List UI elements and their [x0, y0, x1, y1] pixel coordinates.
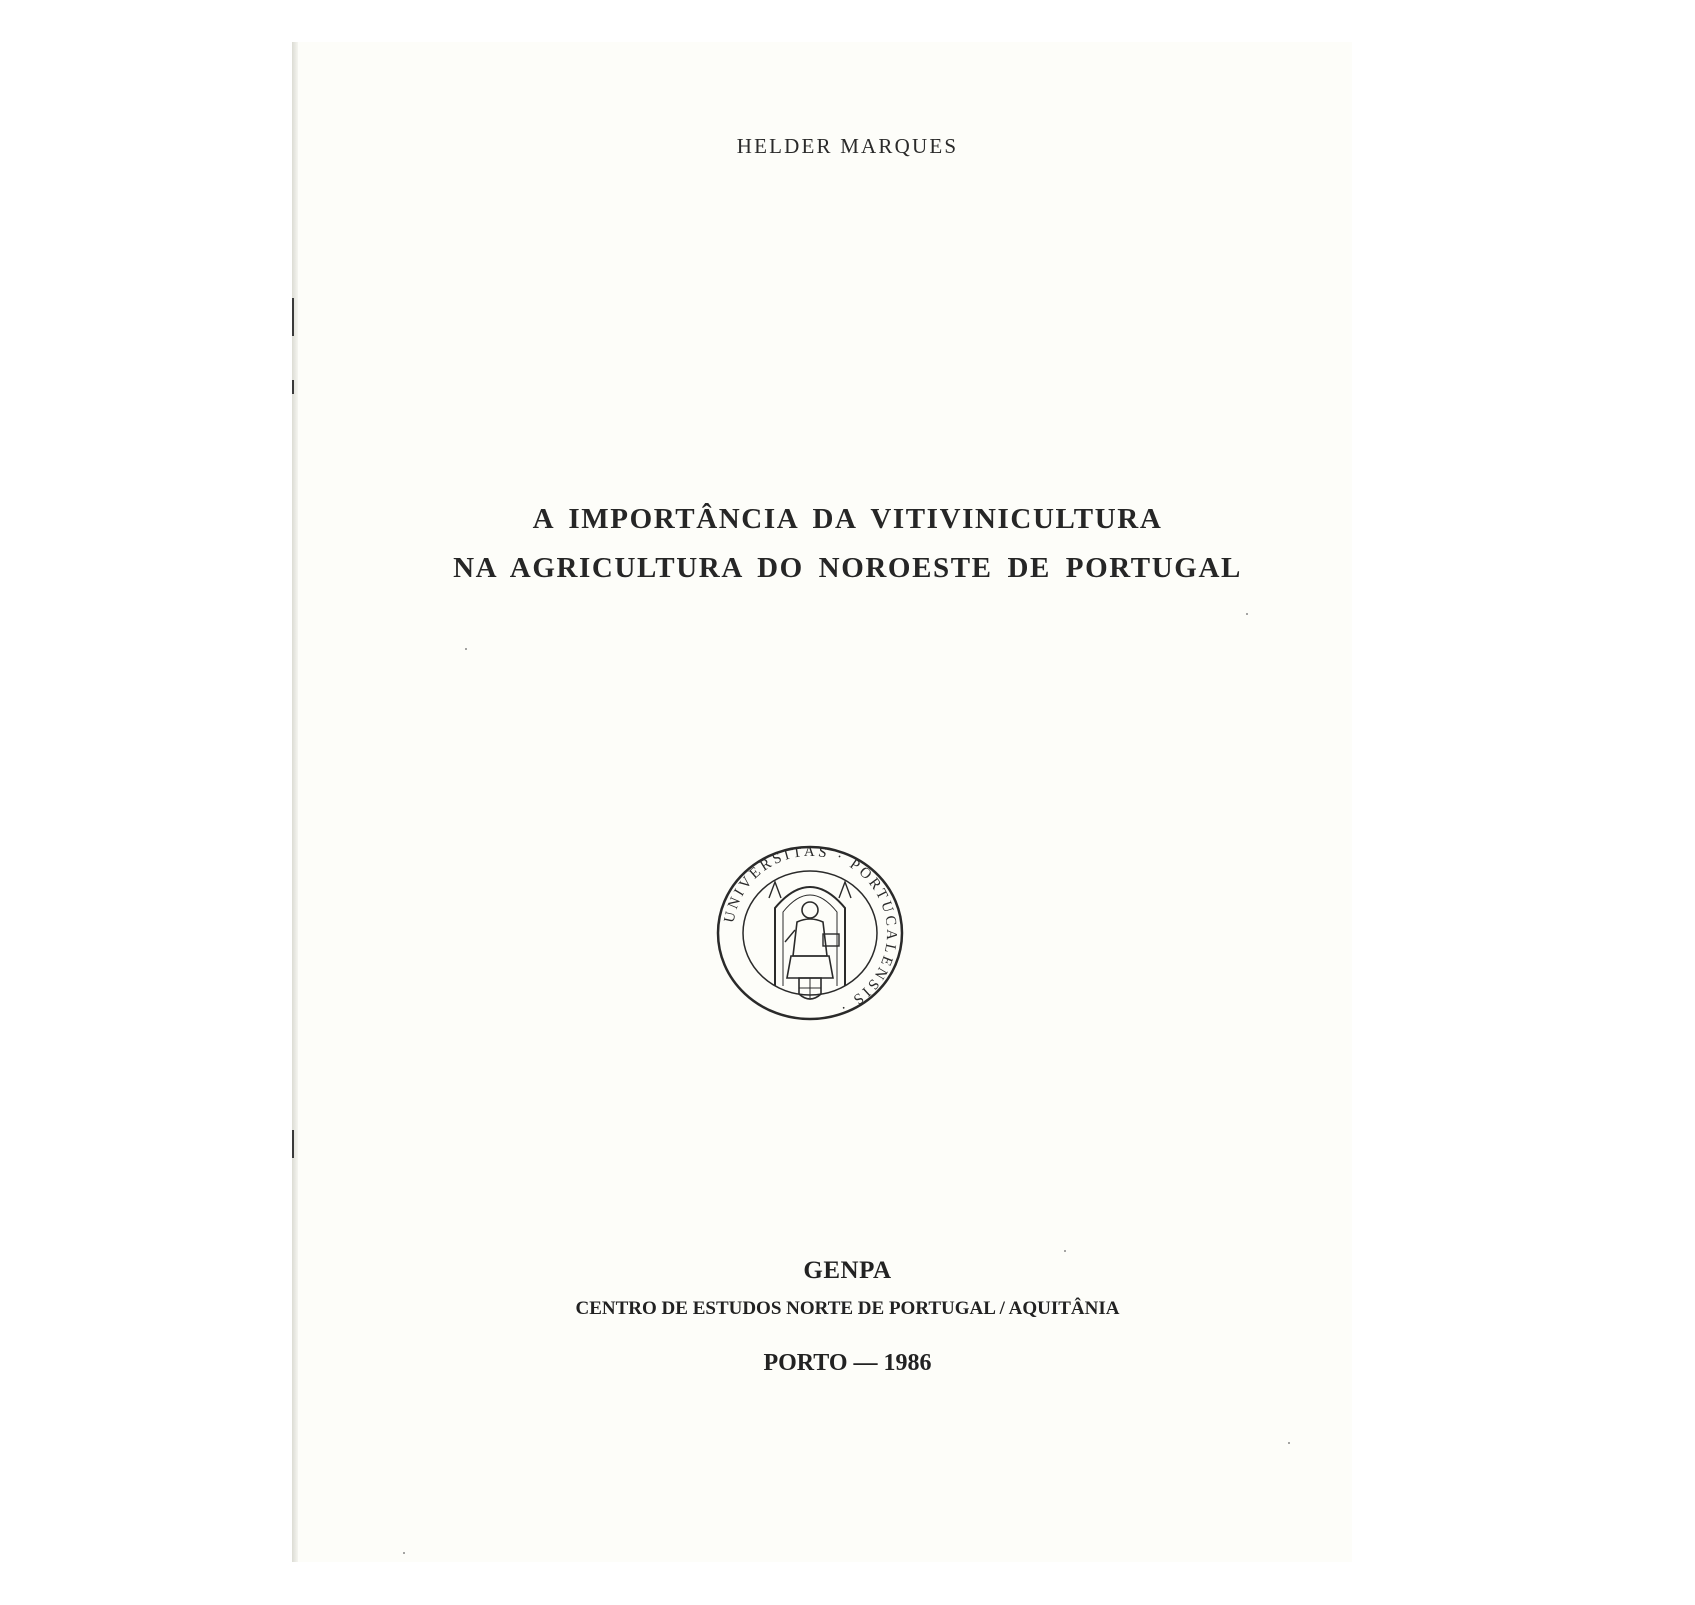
document-page — [292, 42, 1352, 1562]
title-line-2: NA AGRICULTURA DO NOROESTE DE PORTUGAL — [453, 552, 1242, 584]
paper-speck — [1288, 1442, 1290, 1444]
publisher-center: CENTRO DE ESTUDOS NORTE DE PORTUGAL / AQUITÂNIA — [575, 1298, 1120, 1319]
publisher-name: GENPA — [803, 1257, 892, 1284]
paper-speck — [1246, 613, 1248, 615]
binding-mark — [292, 380, 294, 394]
seal-lettering: UNIVERSITAS · PORTUCALENSIS · — [721, 843, 900, 1017]
binding-mark — [292, 298, 294, 336]
binding-mark — [292, 1130, 294, 1158]
author-name: HELDER MARQUES — [736, 134, 959, 158]
title-line-1: A IMPORTÂNCIA DA VITIVINICULTURA — [532, 503, 1163, 535]
paper-speck — [403, 1552, 405, 1554]
university-seal — [705, 838, 915, 1028]
paper-speck — [465, 648, 467, 650]
paper-speck — [1064, 1250, 1066, 1252]
page-binding-edge — [292, 42, 298, 1562]
place-and-date: PORTO — 1986 — [763, 1350, 932, 1376]
